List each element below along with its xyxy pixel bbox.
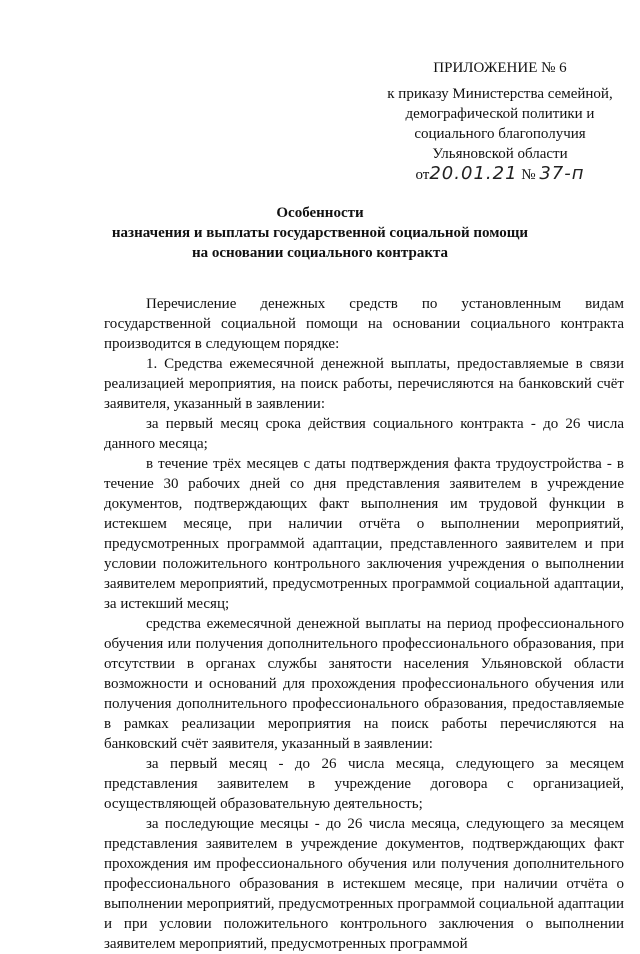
title-line: назначения и выплаты государственной социальной помощи (111, 225, 529, 241)
number-prefix: № (521, 167, 536, 183)
document-body (104, 294, 624, 954)
paragraph: за первый месяц срока действия социального контракта - до 26 числа данного месяца; (104, 416, 624, 452)
handwritten-date: 20.01.21 (429, 163, 518, 184)
appendix-line: Ульяновской области (432, 146, 568, 162)
paragraph: в течение трёх месяцев с даты подтверждения факта трудоустройства - в течение 30 рабочих дней со дня представления заявителем в учреждение документов, подтверждающих факт выполнения им трудовой функции в истекшем месяце, при наличии отчёта о выполнении мероприятий, предусмотренных программой адаптации, представленного заявителем и при условии положительного контрольного заключения учреждения о выполнении заявителем мероприятий, предусмотренных программой социальной адаптации, за истекший месяц; (104, 456, 624, 612)
paragraph: 1. Средства ежемесячной денежной выплаты, предоставляемые в связи реализацией мероприятия, на поиск работы, перечисляются на банковский счёт заявителя, указанный в заявлении: (104, 356, 624, 412)
order-date-number (380, 164, 620, 185)
title-line: на основании социального контракта (191, 245, 449, 261)
handwritten-number: 37-п (539, 163, 585, 184)
paragraph: средства ежемесячной денежной выплаты на период профессионального обучения или получения дополнительного профессионального образования, при отсутствии в органах службы занятости населения Ульяновской области возможности и оснований для прохождения профессионального обучения или получения дополнительного профессионального образования, предоставляемые в рамках реализации мероприятия на поиск работы перечисляются на банковский счёт заявителя, указанный в заявлении: (104, 616, 624, 752)
paragraph: за последующие месяцы - до 26 числа месяца, следующего за месяцем представления заявителем в учреждение документов, подтверждающих факт прохождения им профессионального обучения или получения дополнительного профессионального образования в истекшем месяце, при наличии отчёта о выполнении мероприятий, предусмотренных программой социальной адаптации и при условии положительного контрольного заключения о выполнении заявителем мероприятий, предусмотренных программой (104, 816, 624, 952)
appendix-title: ПРИЛОЖЕНИЕ № 6 (433, 60, 567, 76)
title-line: Особенности (276, 205, 364, 221)
appendix-block (380, 58, 620, 185)
document-title (90, 203, 550, 263)
date-prefix: от (415, 167, 430, 183)
appendix-line: демографической политики и (405, 106, 595, 122)
paragraph: Перечисление денежных средств по установленным видам государственной социальной помощи на основании социального контракта производится в следующем порядке: (104, 296, 624, 352)
appendix-line: к приказу Министерства семейной, (387, 86, 613, 102)
paragraph: за первый месяц - до 26 числа месяца, следующего за месяцем представления заявителем в учреждение договора с организацией, осуществляющей образовательную деятельность; (104, 756, 624, 812)
appendix-line: социального благополучия (414, 126, 586, 142)
